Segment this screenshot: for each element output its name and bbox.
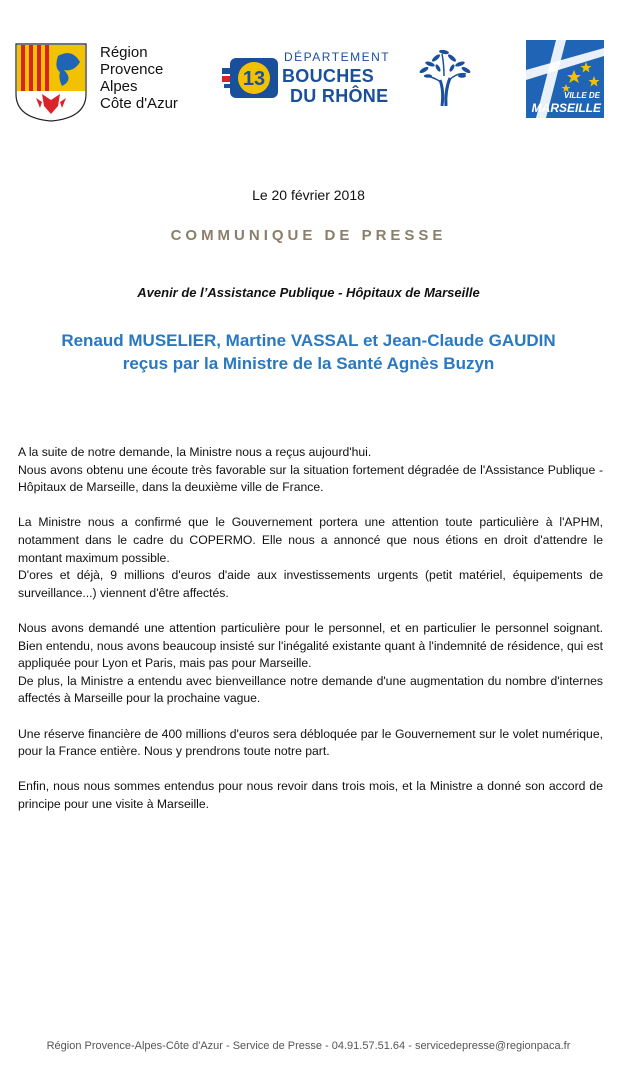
headline-line: reçus par la Ministre de la Santé Agnès Buzyn [122, 354, 495, 373]
body-sentence: De plus, la Ministre a entendu avec bienveillance notre demande d'une augmentation du nombre d'internes affectés à Marseille pour la prochaine vague. [18, 673, 603, 706]
body-paragraph [18, 726, 603, 761]
departement-name-line2: DU RHÔNE [290, 86, 389, 106]
marseille-label-small: VILLE DE [563, 91, 600, 100]
press-headline [0, 329, 617, 375]
press-subtitle: Avenir de l’Assistance Publique - Hôpitaux de Marseille [137, 285, 480, 300]
region-logo [14, 42, 194, 122]
press-date: Le 20 février 2018 [252, 187, 365, 203]
body-paragraph [18, 514, 603, 602]
body-sentence: D'ores et déjà, 9 millions d'euros d'aide aux investissements urgents (petit matériel, équipements de surveillance...) viennent d'être affectés. [18, 568, 603, 600]
body-sentence: Nous avons demandé une attention particulière pour le personnel, et en particulier le personnel soignant. Bien entendu, nous avons beaucoup insisté sur l'inégalité existante quant à l'indemnité de résidence, qui est appliquée pour Lyon et Paris, mais pas pour Marseille. [18, 620, 603, 671]
body-paragraph [18, 778, 603, 813]
departement-label: DÉPARTEMENT [284, 50, 391, 64]
region-name-line: Alpes [100, 78, 138, 95]
region-paca-emblem-icon [14, 42, 88, 122]
body-sentence: Nous avons obtenu une écoute très favorable sur la situation fortement dégradée de l'Assistance Publique - Hôpitaux de Marseille, dans la deuxième ville de France. [18, 462, 603, 495]
press-kicker: COMMUNIQUE DE PRESSE [170, 227, 447, 244]
body-paragraph [18, 620, 603, 708]
svg-text:13: 13 [242, 68, 266, 90]
body-sentence: La Ministre nous a confirmé que le Gouvernement portera une attention toute particulière à l'APHM, notamment dans le cadre du COPERMO. Elle nous a annoncé que nous étions en droit d'attendre le montant maximum possible. [18, 515, 603, 565]
body-sentence: A la suite de notre demande, la Ministre nous a reçus aujourd'hui. [18, 445, 372, 459]
headline-line: Renaud MUSELIER, Martine VASSAL et Jean-Claude GAUDIN [61, 331, 556, 350]
marseille-logo [526, 40, 604, 118]
region-name [100, 44, 178, 112]
olive-tree-icon [414, 46, 474, 108]
departement-logo [222, 46, 472, 108]
press-body [18, 444, 603, 831]
press-footer: Région Provence-Alpes-Côte d'Azur - Service de Presse - 04.91.57.51.64 - servicedepresse@regionpaca.fr [46, 1040, 571, 1052]
region-name-line: Provence [100, 61, 164, 78]
marseille-label-big: MARSEILLE [531, 101, 601, 115]
departement-13-emblem-icon [222, 54, 284, 102]
region-name-line: Côte d'Azur [100, 95, 178, 112]
body-paragraph [18, 444, 603, 497]
region-name-line: Région [100, 44, 148, 61]
logo-bar [0, 38, 617, 124]
body-sentence: Enfin, nous nous sommes entendus pour nous revoir dans trois mois, et la Ministre a donné son accord de principe pour une visite à Marseille. [18, 779, 603, 811]
departement-name-line1: BOUCHES [282, 66, 375, 86]
body-sentence: Une réserve financière de 400 millions d'euros sera débloquée par le Gouvernement sur le volet numérique, pour la France entière. Nous y prendrons toute notre part. [18, 726, 603, 759]
